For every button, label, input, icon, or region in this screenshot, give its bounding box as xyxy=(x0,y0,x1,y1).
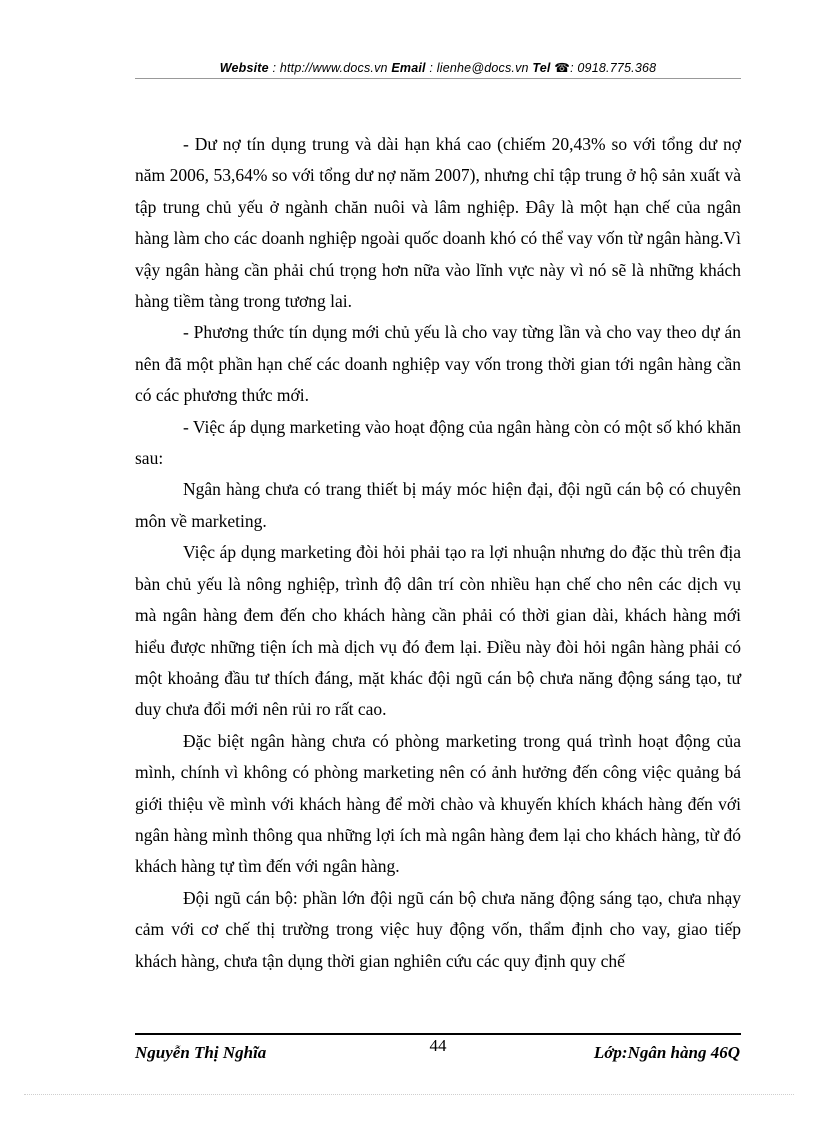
document-body xyxy=(135,129,741,977)
footer-author: Nguyễn Thị Nghĩa xyxy=(135,1043,267,1062)
paragraph: - Việc áp dụng marketing vào hoạt động của ngân hàng còn có một số khó khăn sau: xyxy=(135,416,741,469)
phone-icon: ☎ xyxy=(554,61,571,75)
page-bottom-edge xyxy=(24,1094,794,1095)
footer-divider xyxy=(135,1033,741,1035)
paragraph: Đội ngũ cán bộ: phần lớn đội ngũ cán bộ chưa năng động sáng tạo, chưa nhạy cảm với cơ chế thị trường trong việc huy động vốn, thẩm định cho vay, giao tiếp khách hàng, chưa tận dụng thời gian nghiên cứu các quy định quy chế xyxy=(135,887,741,971)
website-url: : http://www.docs.vn xyxy=(272,61,388,75)
paragraph: Ngân hàng chưa có trang thiết bị máy móc hiện đại, đội ngũ cán bộ có chuyên môn về marketing. xyxy=(135,479,741,531)
paragraph: Đặc biệt ngân hàng chưa có phòng marketing trong quá trình hoạt động của mình, chính vì không có phòng marketing nên có ảnh hưởng đến công việc quảng bá giới thiệu về mình với khách hàng để mời chào và khuyến khích khách hàng đến với ngân hàng mình thông qua những lợi ích mà ngân hàng đem lại cho khách hàng, từ đó khách hàng tự tìm đến với ngân hàng. xyxy=(135,730,741,877)
email-label: Email xyxy=(391,61,426,75)
tel-number: : 0918.775.368 xyxy=(570,61,657,75)
paragraph: Việc áp dụng marketing đòi hỏi phải tạo ra lợi nhuận nhưng do đặc thù trên địa bàn chủ yếu là nông nghiệp, trình độ dân trí còn nhiều hạn chế cho nên các dịch vụ mà ngân hàng đem đến cho khách hàng cần phải có thời gian dài, khách hàng mới hiểu được những tiện ích mà dịch vụ đó đem lại. Điều này đòi hỏi ngân hàng phải có một khoảng đầu tư thích đáng, mặt khác đội ngũ cán bộ chưa năng động sáng tạo, tư duy chưa đổi mới nên rủi ro rất cao. xyxy=(135,542,741,720)
header-divider xyxy=(135,78,741,79)
website-label: Website xyxy=(219,61,269,75)
page-number: 44 xyxy=(429,1036,447,1055)
page-header xyxy=(135,60,741,75)
paragraph: - Phương thức tín dụng mới chủ yếu là cho vay từng lần và cho vay theo dự án nên đã một phần hạn chế các doanh nghiệp vay vốn trong thời gian tới ngân hàng cần có các phương thức mới. xyxy=(135,322,741,406)
tel-label: Tel xyxy=(532,61,551,75)
paragraph: - Dư nợ tín dụng trung và dài hạn khá cao (chiếm 20,43% so với tổng dư nợ năm 2006, 53,64% so với tổng dư nợ năm 2007), nhưng chỉ tập trung ở hộ sản xuất và tập trung chủ yếu ở ngành chăn nuôi và lâm nghiệp. Đây là một hạn chế của ngân hàng làm cho các doanh nghiệp ngoài quốc doanh khó có thể vay vốn từ ngân hàng.Vì vậy ngân hàng cần phải chú trọng hơn nữa vào lĩnh vực này vì nó sẽ là những khách hàng tiềm tàng trong tương lai. xyxy=(135,134,741,312)
footer-class: Lớp:Ngân hàng 46Q xyxy=(593,1043,740,1062)
email-address: : lienhe@docs.vn xyxy=(429,61,529,75)
